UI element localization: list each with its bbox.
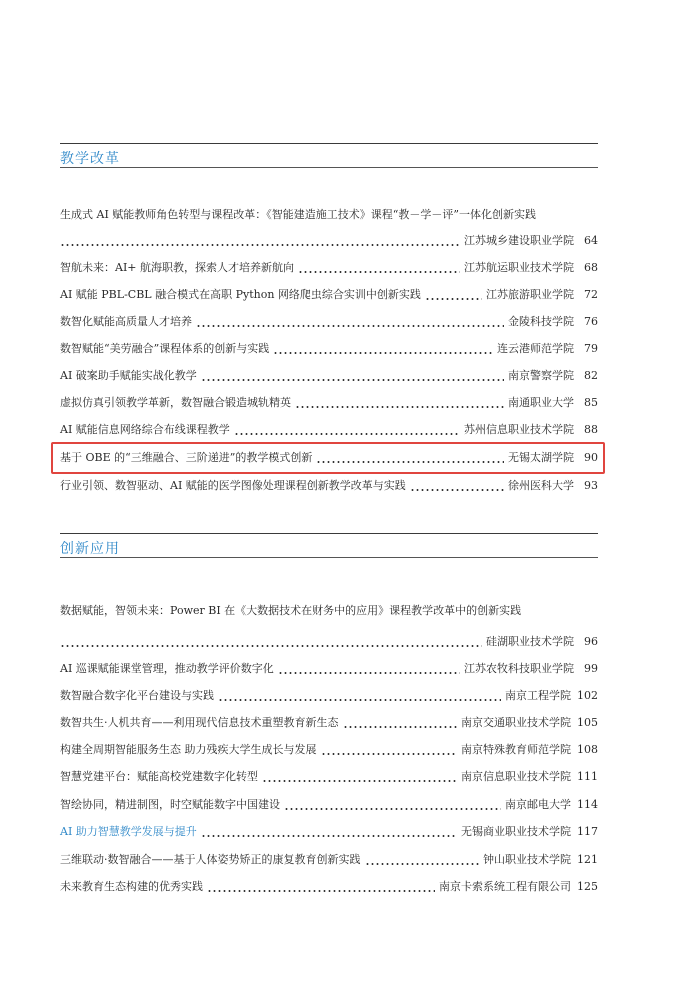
toc-entry[interactable]	[60, 767, 598, 787]
toc-entry[interactable]	[60, 659, 598, 679]
toc-entry-institution: 徐州医科大学	[508, 479, 574, 492]
dot-leader	[201, 366, 504, 386]
toc-entry-title: 智航未来：AI+ 航海职教，探索人才培养新航向	[60, 261, 295, 274]
toc-entry-page: 90	[584, 451, 598, 464]
toc-entry[interactable]	[60, 231, 598, 251]
toc-entry-page: 85	[584, 396, 598, 409]
toc-entry-title: 智绘协同，精进制图，时空赋能数字中国建设	[60, 798, 280, 811]
toc-entry-title: AI 赋能 PBL-CBL 融合模式在高职 Python 网络爬虫综合实训中创新实践	[60, 288, 421, 301]
toc-entry[interactable]	[60, 686, 598, 706]
toc-entry-page: 93	[584, 479, 598, 492]
toc-entry-institution: 连云港师范学院	[497, 342, 574, 355]
toc-entry[interactable]	[60, 258, 598, 278]
toc-entry-title: 基于 OBE 的“三维融合、三阶递进”的教学模式创新	[60, 451, 313, 464]
dot-leader	[410, 476, 504, 496]
toc-entry-page: 108	[577, 743, 598, 756]
toc-entry[interactable]	[60, 877, 598, 897]
toc-entry-institution: 硅湖职业技术学院	[486, 635, 574, 648]
toc-entry-title: 数智融合数字化平台建设与实践	[60, 689, 214, 702]
dot-leader	[207, 877, 435, 897]
toc-entry[interactable]	[60, 822, 598, 842]
toc-entry-page: 105	[577, 716, 598, 729]
dot-leader	[218, 686, 501, 706]
dot-leader	[298, 258, 460, 278]
toc-entry-institution: 南京邮电大学	[505, 798, 571, 811]
toc-entry-title: 三维联动·数智融合——基于人体姿势矫正的康复教育创新实践	[60, 853, 361, 866]
toc-entry-page: 102	[577, 689, 598, 702]
dot-leader	[60, 231, 460, 251]
toc-entry[interactable]	[60, 366, 598, 386]
toc-entry-title: 行业引领、数智驱动、AI 赋能的医学图像处理课程创新教学改革与实践	[60, 479, 406, 492]
section-title: 创新应用	[60, 541, 120, 557]
toc-entry-title: 未来教育生态构建的优秀实践	[60, 880, 203, 893]
dot-leader	[321, 740, 458, 760]
toc-entry-title: 智慧党建平台：赋能高校党建数字化转型	[60, 770, 258, 783]
toc-entry[interactable]	[60, 713, 598, 733]
toc-entry-title: 数智化赋能高质量人才培养	[60, 315, 192, 328]
toc-entry-page: 68	[584, 261, 598, 274]
dot-leader	[365, 850, 480, 870]
toc-entry-institution: 江苏旅游职业学院	[486, 288, 574, 301]
toc-entry-institution: 苏州信息职业技术学院	[464, 423, 574, 436]
dot-leader	[60, 632, 482, 652]
toc-entry[interactable]	[60, 740, 598, 760]
toc-entry-title: 构建全周期智能服务生态 助力残疾大学生成长与发展	[60, 743, 317, 756]
toc-entry-page: 99	[584, 662, 598, 675]
toc-entry[interactable]	[60, 393, 598, 413]
toc-entry-page: 111	[577, 770, 598, 783]
toc-entry-institution: 金陵科技学院	[508, 315, 574, 328]
dot-leader	[278, 659, 460, 679]
toc-entry[interactable]	[60, 285, 598, 305]
highlight-box	[51, 442, 605, 474]
toc-entry-page: 88	[584, 423, 598, 436]
toc-entry-institution: 南通职业大学	[508, 396, 574, 409]
section-title: 教学改革	[60, 151, 120, 167]
toc-entry-page: 125	[577, 880, 598, 893]
toc-entry-title-line[interactable]	[60, 601, 598, 621]
toc-entry-page: 72	[584, 288, 598, 301]
section-top-rule	[60, 533, 598, 534]
toc-entry-title: 数智共生·人机共育——利用现代信息技术重塑教育新生态	[60, 716, 339, 729]
toc-entry-page: 82	[584, 369, 598, 382]
toc-entry-title: 生成式 AI 赋能教师角色转型与课程改革：《智能建造施工技术》课程“教－学－评”一体化创新实践	[60, 208, 537, 221]
dot-leader	[425, 285, 482, 305]
toc-entry-institution: 南京卡索系统工程有限公司	[439, 880, 571, 893]
section-top-rule	[60, 143, 598, 144]
toc-entry-institution: 江苏城乡建设职业学院	[464, 234, 574, 247]
toc-entry-page: 96	[584, 635, 598, 648]
toc-entry[interactable]	[60, 476, 598, 496]
toc-entry[interactable]	[60, 632, 598, 652]
dot-leader	[196, 312, 504, 332]
dot-leader	[201, 822, 457, 842]
toc-entry-page: 121	[577, 853, 598, 866]
toc-entry-title: AI 巡课赋能课堂管理，推动教学评价数字化	[60, 662, 274, 675]
toc-entry[interactable]	[60, 850, 598, 870]
toc-entry-institution: 南京特殊教育师范学院	[461, 743, 571, 756]
toc-entry-page: 114	[577, 798, 598, 811]
toc-entry[interactable]	[60, 339, 598, 359]
dot-leader	[273, 339, 493, 359]
toc-entry[interactable]	[60, 795, 598, 815]
toc-entry-institution: 江苏农牧科技职业学院	[464, 662, 574, 675]
toc-entry[interactable]	[60, 312, 598, 332]
toc-entry-institution: 南京工程学院	[505, 689, 571, 702]
toc-entry-institution: 钟山职业技术学院	[483, 853, 571, 866]
dot-leader	[262, 767, 457, 787]
toc-entry-institution: 无锡太湖学院	[508, 451, 574, 464]
toc-entry-institution: 南京信息职业技术学院	[461, 770, 571, 783]
toc-entry-institution: 江苏航运职业技术学院	[464, 261, 574, 274]
toc-entry-title: 数据赋能，智领未来：Power BI 在《大数据技术在财务中的应用》课程教学改革中的创新实践	[60, 604, 522, 617]
dot-leader	[343, 713, 458, 733]
toc-entry-title: AI 赋能信息网络综合布线课程教学	[60, 423, 230, 436]
toc-entry-page: 117	[577, 825, 598, 838]
toc-entry-institution: 南京交通职业技术学院	[461, 716, 571, 729]
dot-leader	[284, 795, 501, 815]
toc-entry-page: 79	[584, 342, 598, 355]
toc-entry-page: 64	[584, 234, 598, 247]
toc-entry-title: AI 助力智慧教学发展与提升	[60, 825, 197, 838]
toc-entry[interactable]	[60, 420, 598, 440]
toc-entry-title-line[interactable]	[60, 205, 598, 225]
toc-entry-title: 数智赋能“美劳融合”课程体系的创新与实践	[60, 342, 270, 355]
toc-entry-page: 76	[584, 315, 598, 328]
toc-entry-title: 虚拟仿真引领教学革新，数智融合锻造城轨精英	[60, 396, 291, 409]
section-bottom-rule	[60, 167, 598, 168]
toc-entry-title: AI 破案助手赋能实战化教学	[60, 369, 197, 382]
toc-entry-institution: 南京警察学院	[508, 369, 574, 382]
dot-leader	[295, 393, 504, 413]
dot-leader	[234, 420, 460, 440]
section-bottom-rule	[60, 557, 598, 558]
toc-entry-institution: 无锡商业职业技术学院	[461, 825, 571, 838]
